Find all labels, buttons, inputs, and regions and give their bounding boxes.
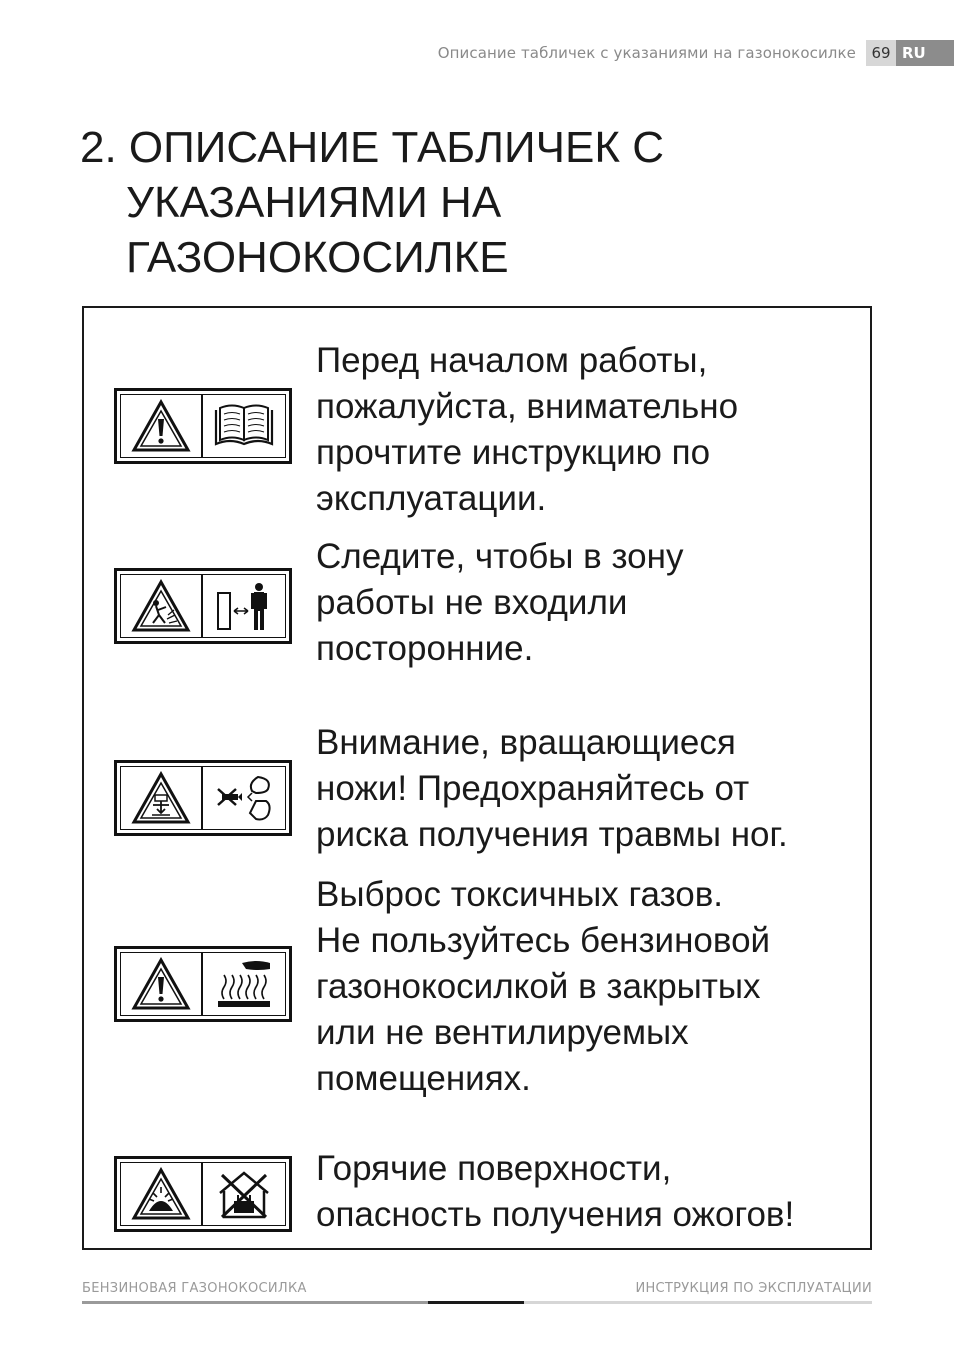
thrown-objects-warning-icon — [121, 575, 203, 637]
keep-bystanders-away-icon — [203, 575, 285, 637]
section-title — [80, 120, 860, 285]
section-title-line: ГАЗОНОКОСИЛКЕ — [126, 233, 509, 282]
rotating-blades-warning-icon — [121, 767, 203, 829]
footer-rule — [524, 1301, 872, 1304]
safety-sign — [114, 946, 292, 1022]
foot-injury-blade-icon — [203, 767, 285, 829]
toxic-fumes-icon — [203, 953, 285, 1015]
no-indoor-use-icon — [203, 1163, 285, 1225]
text-line: помещениях. — [316, 1059, 531, 1098]
safety-sign — [114, 568, 292, 644]
safety-sign — [114, 388, 292, 464]
text-line: Внимание, вращающиеся — [316, 723, 736, 762]
warning-triangle-icon — [121, 395, 203, 457]
label-description — [316, 872, 861, 1102]
text-line: газонокосилкой в закрытых — [316, 967, 761, 1006]
labels-frame — [82, 306, 872, 1250]
running-header — [438, 40, 954, 66]
text-line: эксплуатации. — [316, 479, 547, 518]
label-description — [316, 720, 861, 858]
section-title-line: УКАЗАНИЯМИ НА — [126, 178, 502, 227]
text-line: Не пользуйтесь бензиновой — [316, 921, 771, 960]
text-line: пожалуйста, внимательно — [316, 387, 739, 426]
footer-rule — [82, 1301, 428, 1304]
text-line: прочтите инструкцию по — [316, 433, 711, 472]
text-line: ножи! Предохраняйтесь от — [316, 769, 750, 808]
label-description — [316, 338, 861, 522]
open-book-icon — [203, 395, 285, 457]
language-badge: RU — [896, 40, 954, 66]
footer-product-name: БЕНЗИНОВАЯ ГАЗОНОКОСИЛКА — [82, 1281, 307, 1296]
section-title-line: 2. ОПИСАНИЕ ТАБЛИЧЕК С — [80, 123, 664, 172]
warning-triangle-icon — [121, 953, 203, 1015]
footer-rule-accent — [428, 1301, 524, 1304]
text-line: посторонние. — [316, 629, 534, 668]
page-number: 69 — [866, 40, 896, 66]
text-line: опасность получения ожогов! — [316, 1195, 795, 1234]
text-line: или не вентилируемых — [316, 1013, 689, 1052]
running-title: Описание табличек с указаниями на газонокосилке — [437, 44, 856, 62]
label-description — [316, 534, 861, 672]
hot-surface-warning-icon — [121, 1163, 203, 1225]
safety-sign — [114, 760, 292, 836]
safety-sign — [114, 1156, 292, 1232]
text-line: Горячие поверхности, — [316, 1149, 672, 1188]
text-line: Перед началом работы, — [316, 341, 708, 380]
footer-document-type: ИНСТРУКЦИЯ ПО ЭКСПЛУАТАЦИИ — [635, 1281, 872, 1296]
label-description — [316, 1146, 861, 1238]
text-line: Следите, чтобы в зону — [316, 537, 684, 576]
text-line: работы не входили — [316, 583, 628, 622]
text-line: риска получения травмы ног. — [316, 815, 788, 854]
text-line: Выброс токсичных газов. — [316, 875, 724, 914]
